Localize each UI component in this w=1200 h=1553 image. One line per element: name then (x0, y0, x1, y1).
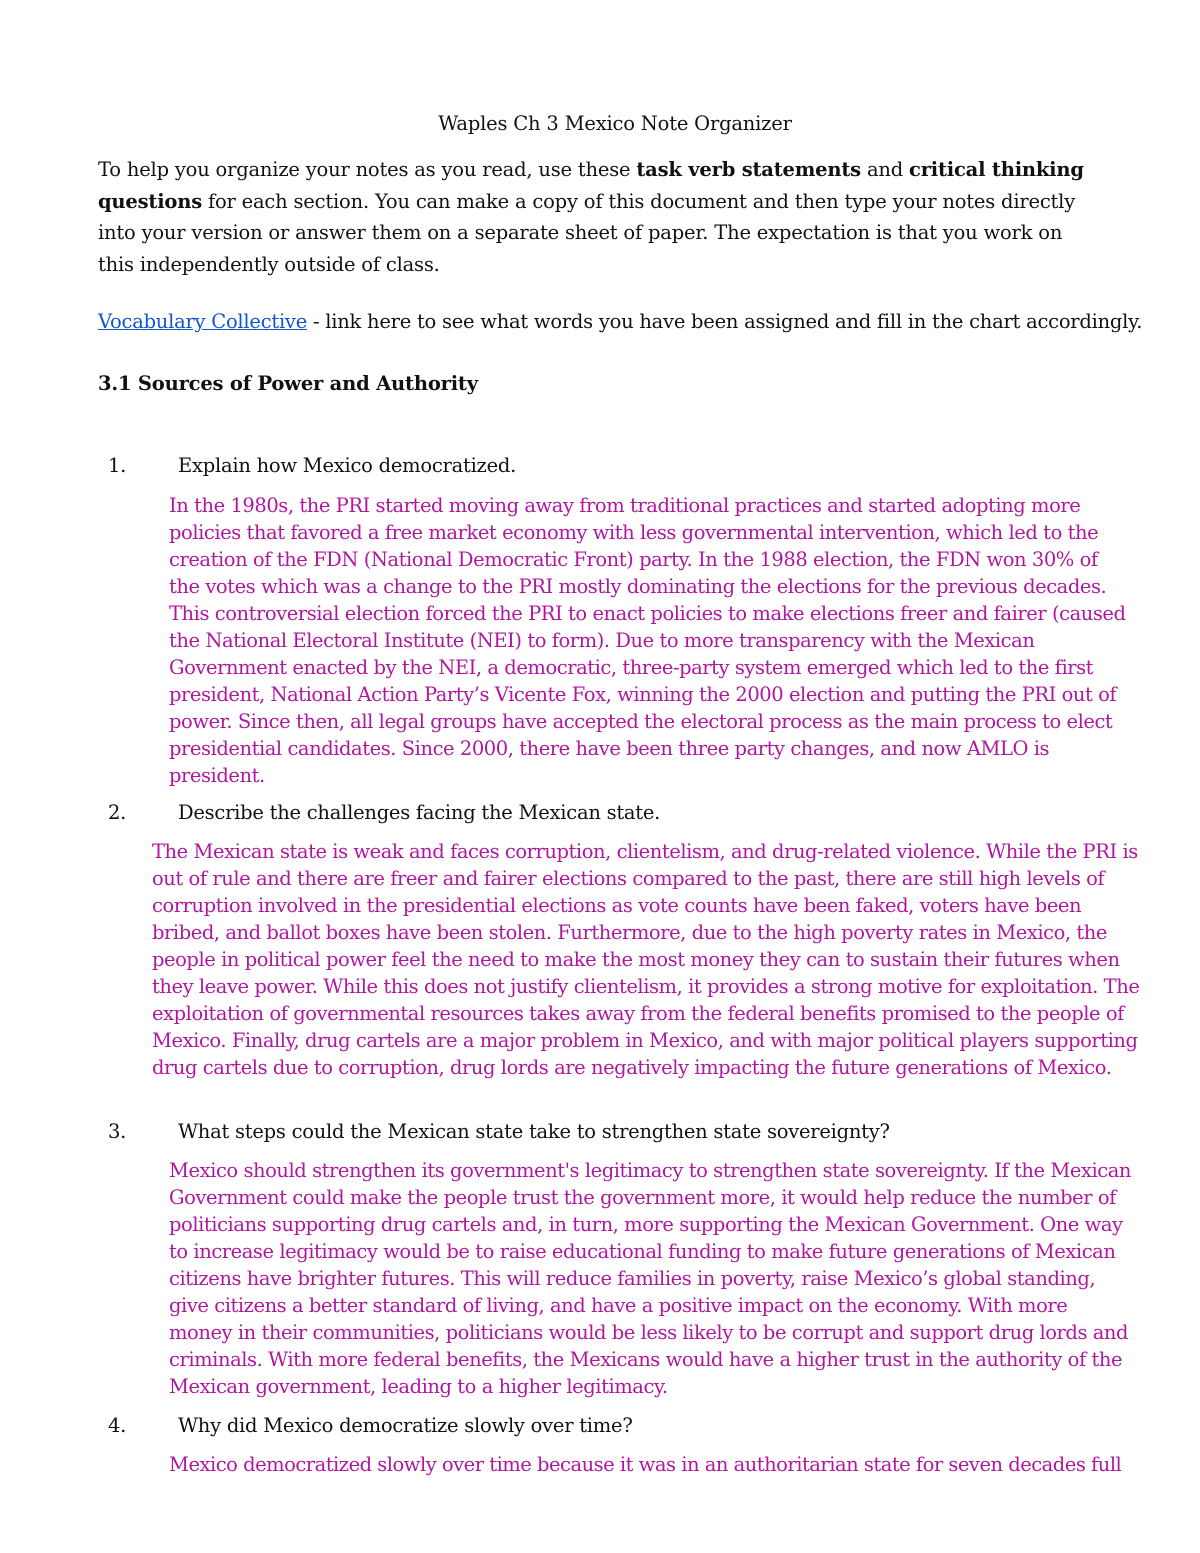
vocabulary-collective-link[interactable]: Vocabulary Collective (98, 310, 307, 333)
vocab-line (98, 310, 1158, 333)
intro-text-1: To help you organize your notes as you read, use these (98, 158, 637, 181)
question-number: 1. (108, 454, 127, 477)
question-number: 4. (108, 1414, 127, 1437)
question-text: Describe the challenges facing the Mexican state. (178, 801, 661, 824)
section-heading: 3.1 Sources of Power and Authority (98, 372, 478, 395)
answer-2: The Mexican state is weak and faces corruption, clientelism, and drug-related violence. While the PRI is out of rule and there are freer and fairer elections compared to the past, there are still high levels of corruption involved in the presidential elections as vote counts have been faked, voters have been bribed, and ballot boxes have been stolen. Furthermore, due to the high poverty rates in Mexico, the people in political power feel the need to make the most money they can to sustain their futures when they leave power. While this does not justify clientelism, it provides a strong motive for exploitation. The exploitation of governmental resources takes away from the federal benefits promised to the people of Mexico. Finally, drug cartels are a major problem in Mexico, and with major political players supporting drug cartels due to corruption, drug lords are negatively impacting the future generations of Mexico. (152, 840, 1140, 1079)
intro-text-2: and (860, 158, 910, 181)
intro-text-3: for each section. You can make a copy of this document and then type your notes directly into your version or answer them on a separate sheet of paper. The expectation is that you work on this independently outside of class. (98, 189, 1076, 276)
answer-4: Mexico democratized slowly over time because it was in an authoritarian state for seven decades full (169, 1453, 1122, 1476)
vocab-line-text: - link here to see what words you have been assigned and fill in the chart accordingly. (307, 310, 1143, 333)
question-text: Explain how Mexico democratized. (178, 454, 517, 477)
question-number: 3. (108, 1120, 127, 1143)
intro-bold-2: critical thinking questions (98, 158, 1084, 213)
answer-3: Mexico should strengthen its government's legitimacy to strengthen state sovereignty. If the Mexican Government could make the people trust the government more, it would help reduce the number of politicians supporting drug cartels and, in turn, more supporting the Mexican Government. One way to increase legitimacy would be to raise educational funding to make future generations of Mexican citizens have brighter futures. This will reduce families in poverty, raise Mexico’s global standing, give citizens a better standard of living, and have a positive impact on the economy. With more money in their communities, politicians would be less likely to be corrupt and support drug lords and criminals. With more federal benefits, the Mexicans would have a higher trust in the authority of the Mexican government, leading to a higher legitimacy. (169, 1159, 1132, 1398)
answer-1: In the 1980s, the PRI started moving away from traditional practices and started adopting more policies that favored a free market economy with less governmental intervention, which led to the creation of the FDN (National Democratic Front) party. In the 1988 election, the FDN won 30% of the votes which was a change to the PRI mostly dominating the elections for the previous decades. This controversial election forced the PRI to enact policies to make elections freer and fairer (caused the National Electoral Institute (NEI) to form). Due to more transparency with the Mexican Government enacted by the NEI, a democratic, three-party system emerged which led to the first president, National Action Party’s Vicente Fox, winning the 2000 election and putting the PRI out of power. Since then, all legal groups have accepted the electoral process as the main process to elect presidential candidates. Since 2000, there have been three party changes, and now AMLO is president. (169, 494, 1126, 787)
intro-paragraph (98, 154, 1088, 280)
question-number: 2. (108, 801, 127, 824)
intro-bold-1: task verb statements (636, 158, 861, 181)
document-title: Waples Ch 3 Mexico Note Organizer (438, 112, 792, 135)
question-text: Why did Mexico democratize slowly over time? (178, 1414, 633, 1437)
question-text: What steps could the Mexican state take to strengthen state sovereignty? (178, 1120, 890, 1143)
